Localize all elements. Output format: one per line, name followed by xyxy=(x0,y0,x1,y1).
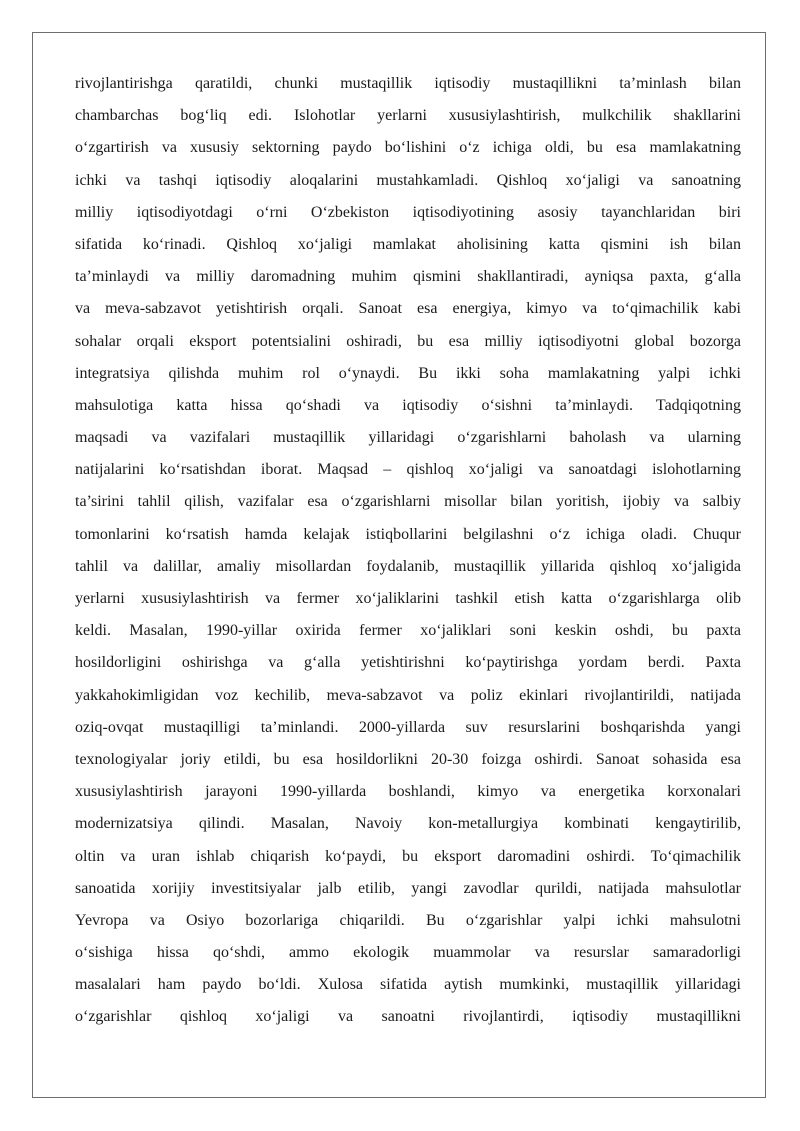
text-line: integratsiya qilishda muhim rol o‘ynaydi. Bu ikki soha mamlakatning yalpi ichki xyxy=(75,364,741,382)
text-line: oziq-ovqat mustaqilligi ta’minlandi. 2000-yillarda suv resurslarini boshqarishda yangi xyxy=(75,718,741,736)
text-line: va meva-sabzavot yetishtirish orqali. Sanoat esa energiya, kimyo va to‘qimachilik kabi xyxy=(75,300,741,318)
text-line: mahsulotiga katta hissa qo‘shadi va iqtisodiy o‘sishni ta’minlaydi. Tadqiqotning xyxy=(75,396,741,414)
text-line: hosildorligini oshirishga va g‘alla yetishtirishni ko‘paytirishga yordam berdi. Paxta xyxy=(75,654,741,672)
text-line: tomonlarini ko‘rsatish hamda kelajak istiqbollarini belgilashni o‘z ichiga oladi. Chuqur xyxy=(75,525,741,543)
text-line: tahlil va dalillar, amaliy misollardan foydalanib, mustaqillik yillarida qishloq xo‘jaligida xyxy=(75,557,741,575)
text-line: yakkahokimligidan voz kechilib, meva-sabzavot va poliz ekinlari rivojlantirildi, natijada xyxy=(75,686,741,704)
text-line: o‘sishiga hissa qo‘shdi, ammo ekologik muammolar va resurslar samaradorligi xyxy=(75,944,741,962)
text-line: yerlarni xususiylashtirish va fermer xo‘jaliklarini tashkil etish katta o‘zgarishlarga olib xyxy=(75,590,741,607)
text-line: ta’minlaydi va milliy daromadning muhim qismini shakllantiradi, ayniqsa paxta, g‘alla xyxy=(75,268,741,286)
body-text xyxy=(75,68,741,1034)
text-line: sohalar orqali eksport potentsialini oshiradi, bu esa milliy iqtisodiyotni global bozorga xyxy=(75,332,741,350)
text-line: o‘zgarishlar qishloq xo‘jaligi va sanoatni rivojlantirdi, iqtisodiy mustaqillikni xyxy=(75,1008,741,1026)
text-line: sanoatida xorijiy investitsiyalar jalb etilib, yangi zavodlar qurildi, natijada mahsulotlar xyxy=(75,879,741,897)
text-line: maqsadi va vazifalari mustaqillik yillaridagi o‘zgarishlarni baholash va ularning xyxy=(75,429,741,447)
text-line: o‘zgartirish va xususiy sektorning paydo bo‘lishini o‘z ichiga oldi, bu esa mamlakatning xyxy=(75,139,741,157)
text-line: milliy iqtisodiyotdagi o‘rni O‘zbekiston iqtisodiyotining asosiy tayanchlaridan biri xyxy=(75,203,741,221)
text-line: rivojlantirishga qaratildi, chunki mustaqillik iqtisodiy mustaqillikni ta’minlash bilan xyxy=(75,75,741,92)
text-line: modernizatsiya qilindi. Masalan, Navoiy kon-metallurgiya kombinati kengaytirilib, xyxy=(75,815,741,833)
text-line: xususiylashtirish jarayoni 1990-yillarda boshlandi, kimyo va energetika korxonalari xyxy=(75,783,741,801)
text-line: ichki va tashqi iqtisodiy aloqalarini mustahkamladi. Qishloq xo‘jaligi va sanoatning xyxy=(75,171,741,189)
text-line: sifatida ko‘rinadi. Qishloq xo‘jaligi mamlakat aholisining katta qismini ish bilan xyxy=(75,235,741,253)
text-line: keldi. Masalan, 1990-yillar oxirida fermer xo‘jaliklari soni keskin oshdi, bu paxta xyxy=(75,622,741,640)
text-line: oltin va uran ishlab chiqarish ko‘paydi, bu eksport daromadini oshirdi. To‘qimachilik xyxy=(75,847,741,865)
text-line: ta’sirini tahlil qilish, vazifalar esa o‘zgarishlarni misollar bilan yoritish, ijobiy va salbiy xyxy=(75,493,741,511)
text-line: natijalarini ko‘rsatishdan iborat. Maqsad – qishloq xo‘jaligi va sanoatdagi islohotlarning xyxy=(75,461,741,479)
text-line: Yevropa va Osiyo bozorlariga chiqarildi. Bu o‘zgarishlar yalpi ichki mahsulotni xyxy=(75,911,741,929)
text-line: chambarchas bog‘liq edi. Islohotlar yerlarni xususiylashtirish, mulkchilik shakllarini xyxy=(75,107,741,125)
text-line: texnologiyalar joriy etildi, bu esa hosildorlikni 20-30 foizga oshirdi. Sanoat sohasida esa xyxy=(75,750,741,768)
text-line: masalalari ham paydo bo‘ldi. Xulosa sifatida aytish mumkinki, mustaqillik yillaridagi xyxy=(75,976,741,994)
